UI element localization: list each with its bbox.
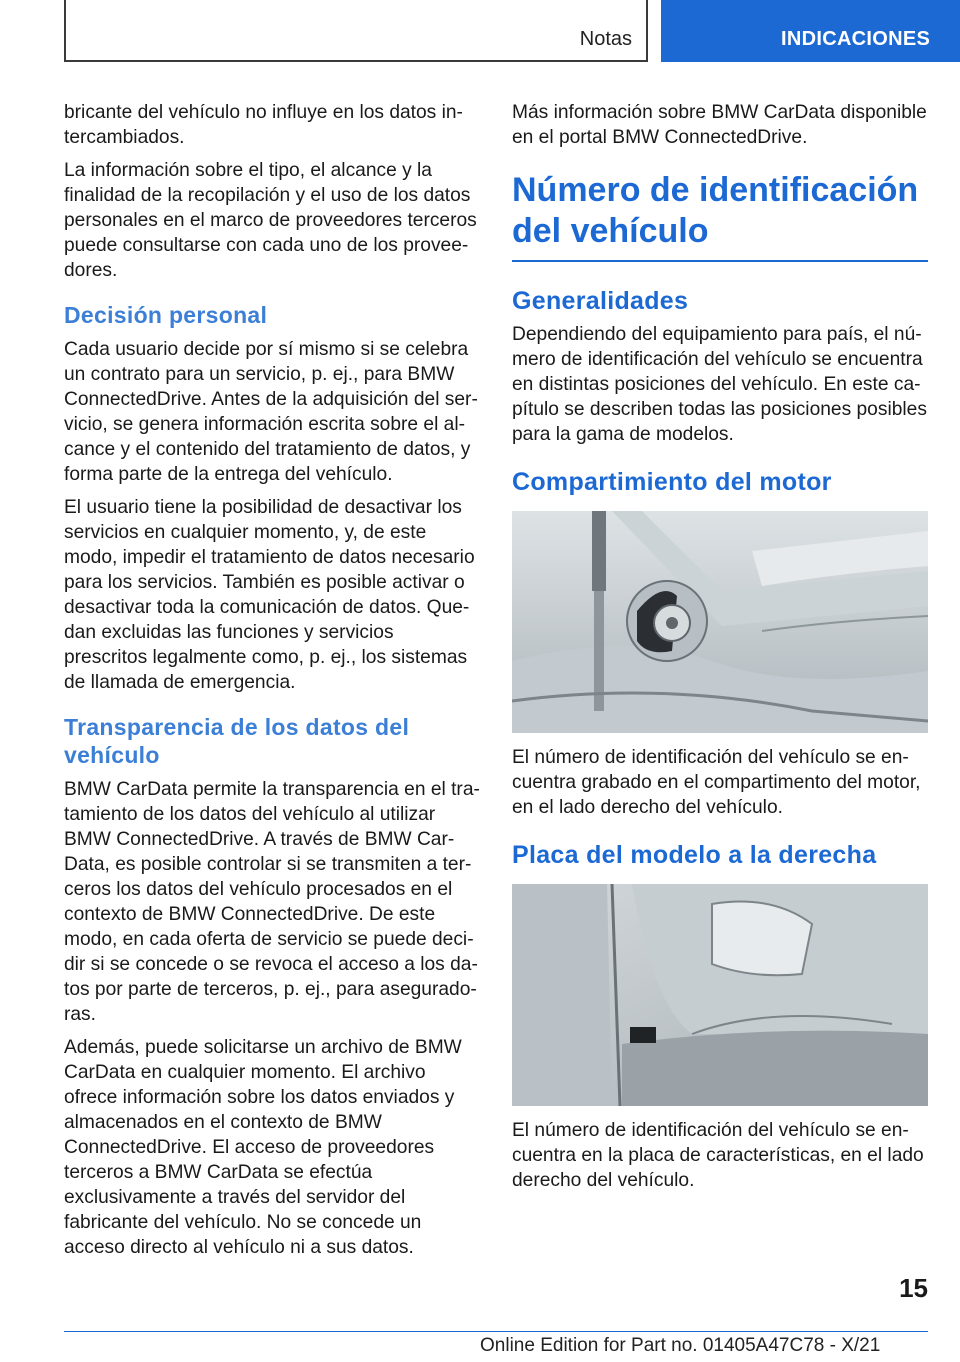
paragraph: BMW CarData permite la transparencia en el tratamiento de los datos del vehículo al utilizar BMW ConnectedDrive. A través de BMW CarData, es posible controlar si se transmiten a terceros los datos del vehículo procesados en el contexto de BMW ConnectedDrive. De este modo, en cada oferta de servicio se puede decidir si se concede o se revoca el acceso a los datos por parte de terceros, p. ej., para aseguradoras. [64,779,480,1025]
left-column [64,100,482,1268]
header-chapter-tab [661,0,960,62]
paragraph: El número de identificación del vehículo se encuentra grabado en el compartimento del motor, en el lado derecho del vehículo. [512,747,921,818]
heading-generalidades: Generalidades [512,287,689,315]
heading-placa-modelo: Placa del modelo a la derecha [512,841,877,869]
paragraph: Cada usuario decide por sí mismo si se celebra un contrato para un servicio, p. ej., para BMW ConnectedDrive. Antes de la adquisición del servicio, se genera información escrita sobre el alcance y el contenido del tratamiento de datos, y forma parte de la entrega del vehículo. [64,339,478,485]
paragraph: Dependiendo del equipamiento para país, el número de identificación del vehículo se encuentra en distintas posiciones del vehículo. En este capítulo se describen todas las posiciones posibles para la gama de modelos. [512,324,927,445]
footer-edition: Online Edition for Part no. 01405A47C78 - X/21 [480,1335,881,1356]
paragraph: Más información sobre BMW CarData disponible en el portal BMW ConnectedDrive. [512,102,927,148]
heading-decision-personal: Decisión personal [64,302,268,328]
header-section-label: Notas [579,28,632,50]
heading-numero-identificacion: Número de identificación del vehículo [512,170,928,262]
header-section-tab [64,0,648,62]
paragraph: El usuario tiene la posibilidad de desactivar los servicios en cualquier momento, y, de este modo, impedir el tratamiento de datos necesario para los servicios. También es posible activar o desactivar toda la comunicación de datos. Quedan excluidas las funciones y servicios prescritos legalmente como, p. ej., los sistemas de llamada de emergencia. [64,497,475,693]
paragraph: Además, puede solicitarse un archivo de BMW CarData en cualquier momento. El archivo ofrece información sobre los datos enviados y almacenados en el contexto de BMW ConnectedDrive. El acceso de proveedores terceros a BMW CarData se efectúa exclusivamente a través del servidor del fabricante del vehículo. No se concede un acceso directo al vehículo ni a sus datos. [64,1037,462,1258]
model-plate-illustration [512,884,928,1106]
engine-compartment-illustration [512,511,928,733]
paragraph: El número de identificación del vehículo se encuentra en la placa de características, en el lado derecho del vehículo. [512,1120,924,1191]
header-chapter-label: INDICACIONES [781,28,931,50]
page-number: 15 [899,1273,928,1303]
right-column [512,100,928,1201]
paragraph: bricante del vehículo no influye en los datos intercambiados. [64,102,463,148]
paragraph: La información sobre el tipo, el alcance y la finalidad de la recopilación y el uso de los datos personales en el marco de proveedores terceros puede consultarse con cada uno de los proveedores. [64,160,477,281]
heading-transparencia: Transparencia de los datos del vehículo [64,714,410,768]
footer-divider [64,1331,928,1332]
heading-compartimiento-motor: Compartimiento del motor [512,468,832,496]
